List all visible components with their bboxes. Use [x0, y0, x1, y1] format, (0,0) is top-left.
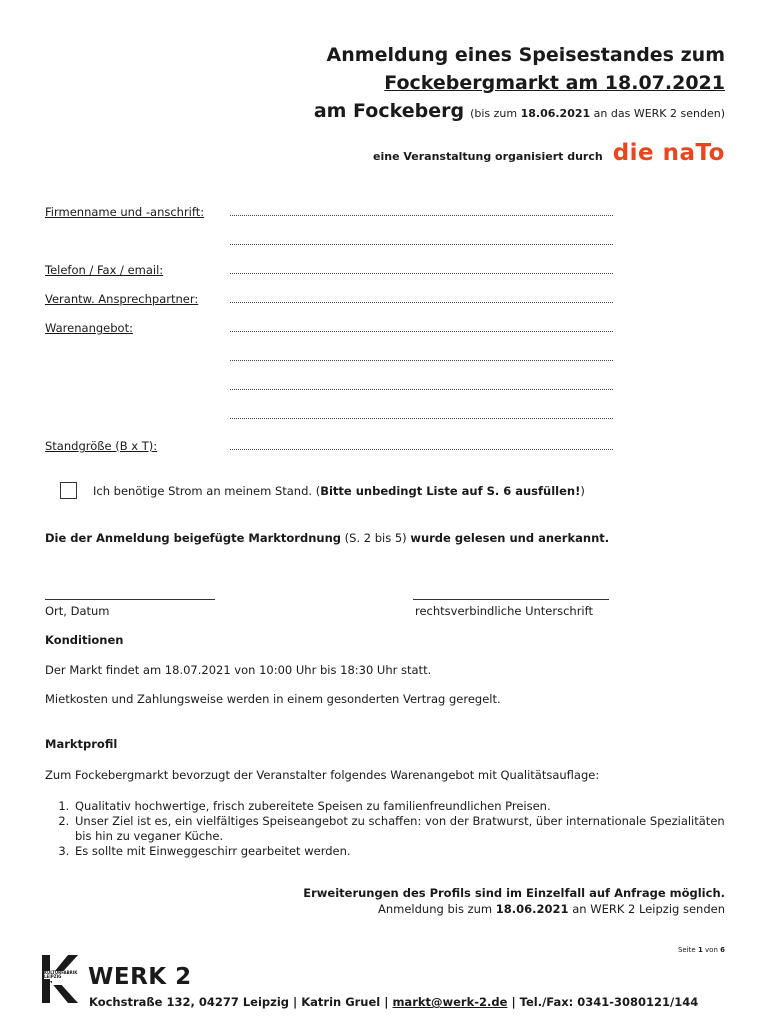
deadline-note: (bis zum 18.06.2021 an das WERK 2 senden) [470, 107, 725, 120]
deadline-date: 18.06.2021 [520, 107, 591, 120]
market-rules-acknowledgement: Die der Anmeldung beigefügte Marktordnung (S. 2 bis 5) wurde gelesen und anerkannt. [45, 531, 610, 545]
field-line-contact[interactable] [230, 302, 613, 303]
power-checkbox[interactable] [60, 482, 77, 499]
signature-label: rechtsverbindliche Unterschrift [415, 604, 593, 618]
footer-contact: Kochstraße 132, 04277 Leipzig | Katrin Gruel | markt@werk-2.de | Tel./Fax: 0341-3080121/144 [89, 995, 699, 1009]
place-date-line[interactable] [45, 599, 215, 600]
market-profile-heading: Marktprofil [45, 737, 118, 751]
field-label-phone: Telefon / Fax / email: [45, 263, 164, 277]
profile-extension-note: Erweiterungen des Profils sind im Einzelfall auf Anfrage möglich. [303, 886, 725, 900]
list-item: 1. Qualitativ hochwertige, frisch zubereitete Speisen zu familienfreundlichen Preisen. [73, 799, 728, 814]
field-line-stand-size[interactable] [230, 449, 613, 450]
page-number: Seite 1 von 6 [677, 946, 725, 954]
list-item: 3. Es sollte mit Einweggeschirr gearbeitet werden. [73, 844, 728, 859]
field-line-company-1[interactable] [230, 215, 613, 216]
organized-by-text: eine Veranstaltung organisiert durch [373, 150, 603, 163]
conditions-payment-text: Mietkosten und Zahlungsweise werden in einem gesonderten Vertrag geregelt. [45, 692, 501, 706]
list-item: 2. Unser Ziel ist es, ein vielfältiges Speiseangebot zu schaffen: von der Bratwurst, über internationale Spezialitäten bis hin zu veganer Küche. [73, 814, 728, 844]
field-line-goods-4[interactable] [230, 418, 613, 419]
nato-logo: die naTo [612, 140, 725, 166]
signature-line[interactable] [413, 599, 609, 600]
field-line-company-2[interactable] [230, 244, 613, 245]
field-label-goods: Warenangebot: [45, 321, 133, 335]
organizer-line [373, 140, 725, 166]
werk2-brand: WERK 2 [88, 964, 192, 990]
field-label-stand-size: Standgröße (B x T): [45, 439, 158, 453]
field-line-goods-2[interactable] [230, 360, 613, 361]
document-title-line1: Anmeldung eines Speisestandes zum [326, 44, 725, 66]
location-title: am Fockeberg [313, 100, 465, 122]
field-line-goods-3[interactable] [230, 389, 613, 390]
field-line-phone[interactable] [230, 273, 613, 274]
document-title-line3 [314, 100, 725, 122]
power-checkbox-label: Ich benötige Strom an meinem Stand. (Bitte unbedingt Liste auf S. 6 ausfüllen!) [93, 484, 585, 498]
document-title-line2: Fockebergmarkt am 18.07.2021 [384, 72, 725, 94]
conditions-heading: Konditionen [45, 633, 124, 647]
market-profile-intro: Zum Fockebergmarkt bevorzugt der Veranstalter folgendes Warenangebot mit Qualitätsauflage: [45, 768, 600, 782]
registration-deadline: Anmeldung bis zum 18.06.2021 an WERK 2 Leipzig senden [378, 902, 725, 916]
field-label-contact: Verantw. Ansprechpartner: [45, 292, 199, 306]
conditions-date-text: Der Markt findet am 18.07.2021 von 10:00 Uhr bis 18:30 Uhr statt. [45, 663, 432, 677]
kulturfabrik-logo-text: KULTURFABRIK LEIPZIG [44, 970, 78, 979]
werk2-logo-icon [42, 955, 82, 1006]
field-label-company: Firmenname und -anschrift: [45, 205, 205, 219]
place-date-label: Ort, Datum [45, 604, 110, 618]
email-link[interactable]: markt@werk-2.de [392, 995, 508, 1009]
field-line-goods-1[interactable] [230, 331, 613, 332]
market-profile-list [45, 799, 728, 859]
